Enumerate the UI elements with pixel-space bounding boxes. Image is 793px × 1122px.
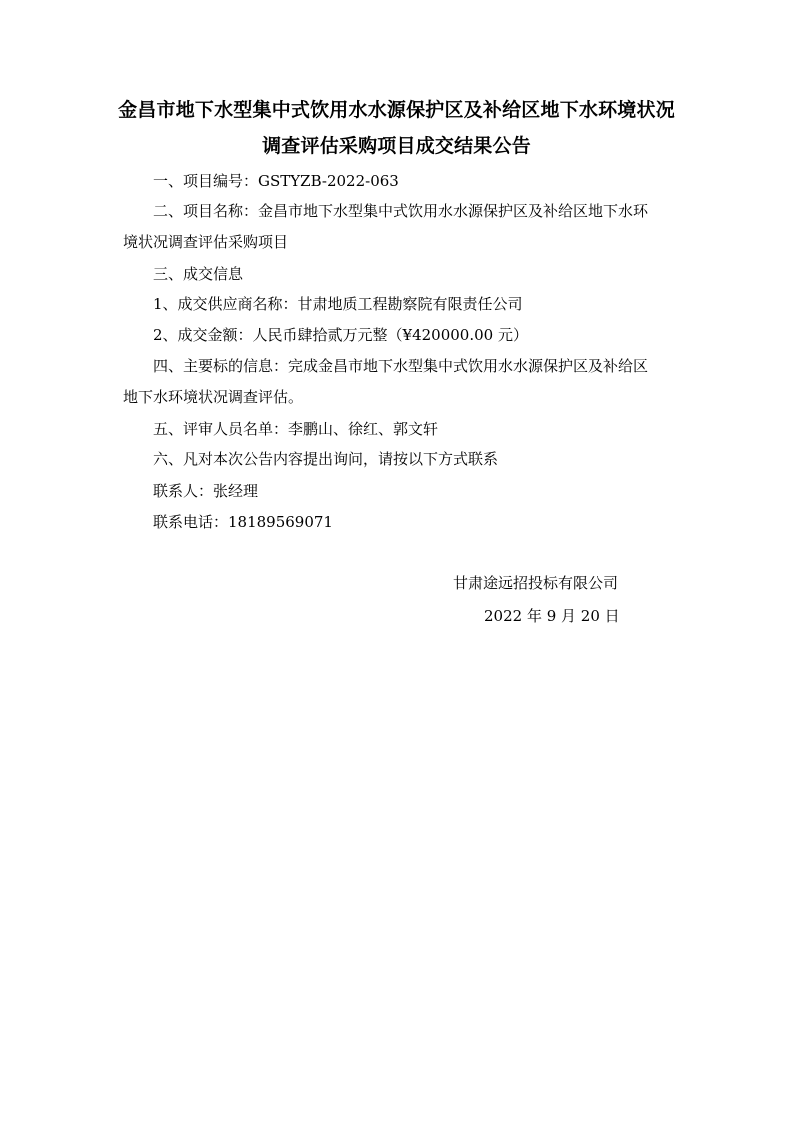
project-name-line2: 境状况调查评估采购项目 (123, 233, 289, 251)
project-name-line1: 二、项目名称：金昌市地下水型集中式饮用水水源保护区及补给区地下水环 (153, 202, 649, 220)
project-number: 一、项目编号：GSTYZB-2022-063 (153, 172, 399, 190)
main-subject-line1: 四、主要标的信息：完成金昌市地下水型集中式饮用水水源保护区及补给区 (153, 357, 649, 375)
signature-date: 2022 年 9 月 20 日 (484, 607, 620, 625)
supplier-name: 1、成交供应商名称：甘肃地质工程勘察院有限责任公司 (153, 295, 523, 313)
deal-info-heading: 三、成交信息 (153, 265, 244, 283)
contact-person: 联系人：张经理 (153, 482, 259, 500)
reviewer-list: 五、评审人员名单：李鹏山、徐红、郭文轩 (153, 420, 439, 438)
contact-phone: 联系电话：18189569071 (153, 513, 333, 531)
deal-amount: 2、成交金额：人民币肆拾贰万元整（¥420000.00 元） (153, 326, 528, 344)
signature-company: 甘肃途远招投标有限公司 (453, 574, 619, 592)
inquiry-note: 六、凡对本次公告内容提出询问，请按以下方式联系 (153, 450, 499, 468)
main-subject-line2: 地下水环境状况调查评估。 (123, 388, 304, 406)
document-title-line1: 金昌市地下水型集中式饮用水水源保护区及补给区地下水环境状况 (118, 99, 675, 121)
document-title-line2: 调查评估采购项目成交结果公告 (262, 135, 531, 157)
